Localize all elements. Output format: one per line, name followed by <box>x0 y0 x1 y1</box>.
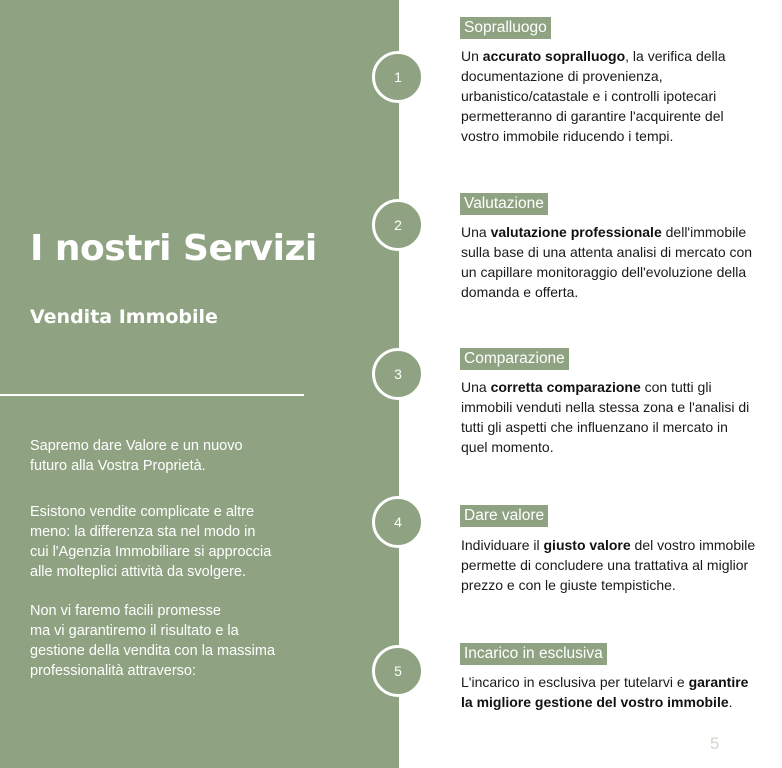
step-number-circle: 4 <box>372 496 424 548</box>
step-description: Individuare il giusto valore del vostro immobile permette di concludere una trattativa al miglior prezzo e con le giuste tempistiche. <box>461 537 756 593</box>
intro-paragraph-3 <box>30 601 330 681</box>
step-number-circle: 1 <box>372 51 424 103</box>
step-label-dare-valore: Dare valore <box>460 505 548 527</box>
intro-text: Esistono vendite complicate e altre meno: la differenza sta nel modo in cui l'Agenzia Immobiliare si approccia alle molteplici attività da svolgere. <box>30 504 272 580</box>
step-number-circle: 3 <box>372 348 424 400</box>
step-description: Una valutazione professionale dell'immobile sulla base di una attenta analisi di mercato con un capillare monitoraggio dell'evoluzione della domanda e offerta. <box>461 224 753 300</box>
intro-paragraph-1 <box>30 436 330 476</box>
step-label-comparazione: Comparazione <box>460 348 569 370</box>
step-label-sopralluogo: Sopralluogo <box>460 17 551 39</box>
step-label-incarico-in-esclusiva: Incarico in esclusiva <box>460 643 607 665</box>
intro-paragraph-2 <box>30 502 330 582</box>
step-number-circle: 2 <box>372 199 424 251</box>
page-subtitle: Vendita Immobile <box>30 306 218 328</box>
page-title: I nostri Servizi <box>30 228 317 269</box>
divider <box>0 394 304 396</box>
step-description: L'incarico in esclusiva per tutelarvi e garantire la migliore gestione del vostro immobile. <box>461 674 749 710</box>
step-description: Una corretta comparazione con tutti gli immobili venduti nella stessa zona e l'analisi di tutti gli aspetti che influenzano il mercato in quel momento. <box>461 379 750 455</box>
intro-text: Sapremo dare Valore e un nuovo futuro alla Vostra Proprietà. <box>30 438 243 474</box>
step-description: Un accurato sopralluogo, la verifica della documentazione di provenienza, urbanistico/catastale e i controlli ipotecari permetteranno di garantire l'acquirente del vostro immobile riducendo i tempi. <box>461 48 726 144</box>
page-number: 5 <box>710 734 720 753</box>
step-label-valutazione: Valutazione <box>460 193 548 215</box>
intro-text: Non vi faremo facili promesse ma vi garantiremo il risultato e la gestione della vendita con la massima professionalità attraverso: <box>30 603 276 679</box>
step-number-circle: 5 <box>372 645 424 697</box>
